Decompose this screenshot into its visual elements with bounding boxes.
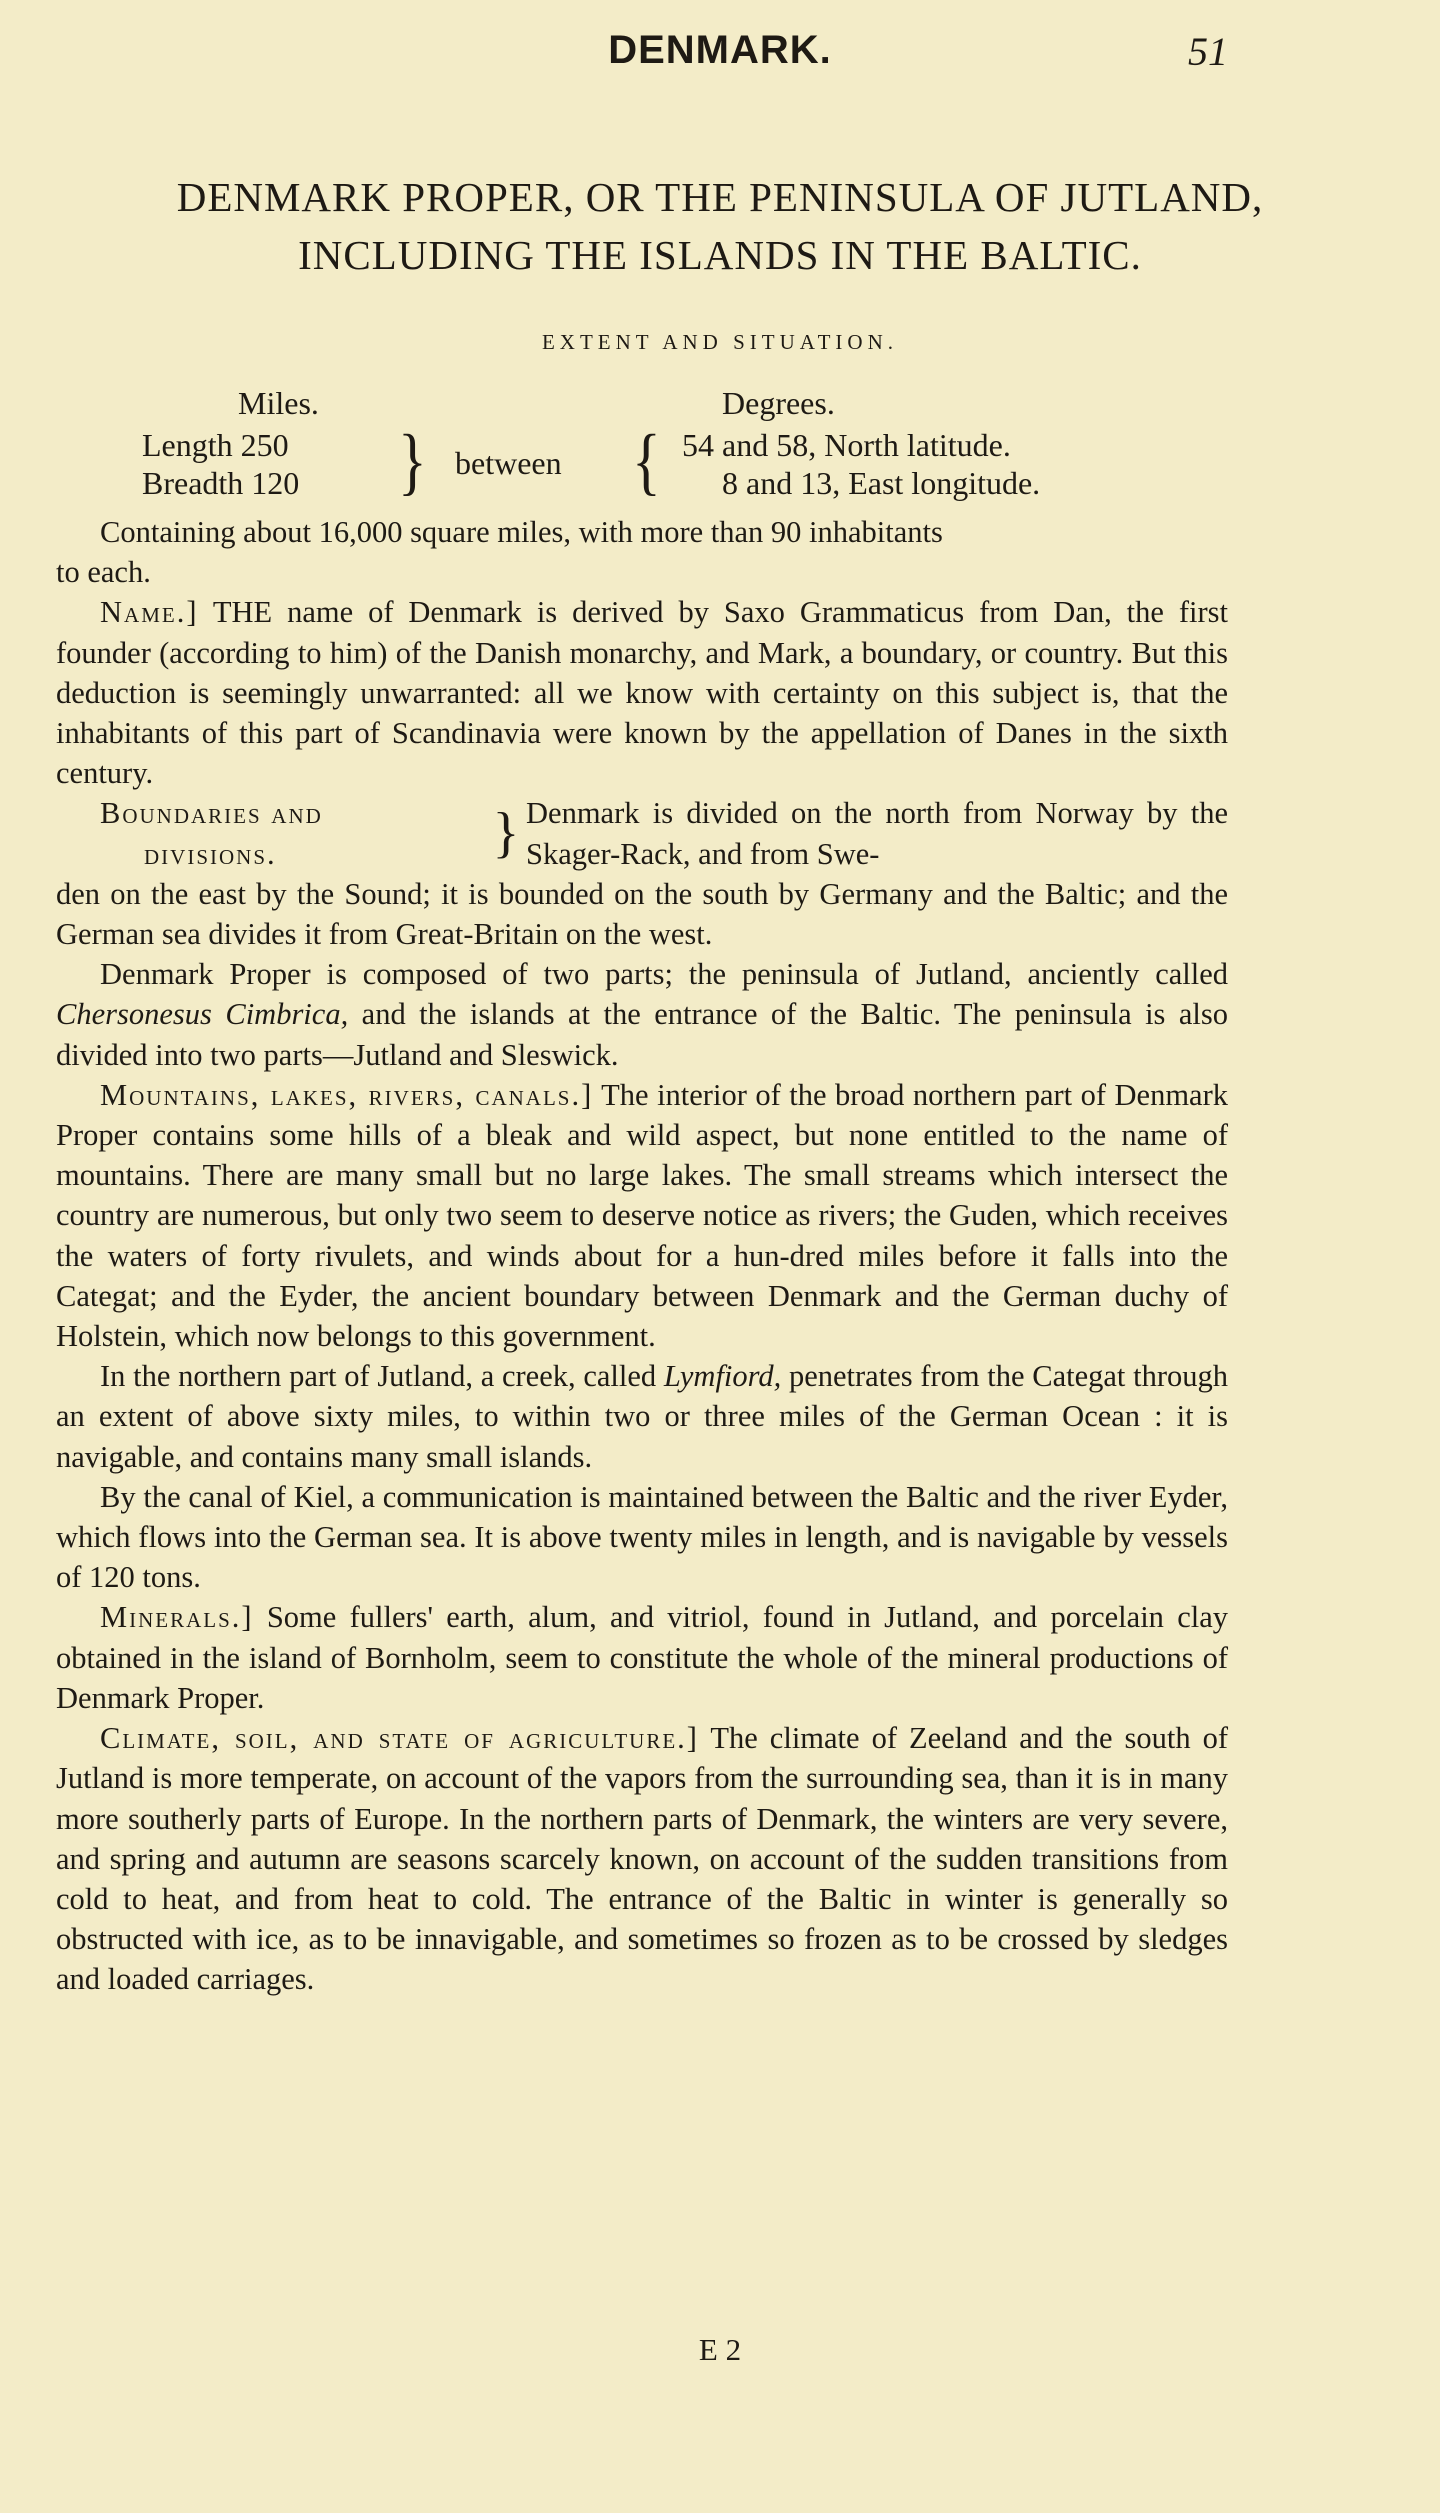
- latitude-value: 54 and 58, North latitude.: [682, 427, 1011, 463]
- mountains-paragraph: Mountains, lakes, rivers, canals.] The interior of the broad northern part of Denmark Proper contains some hills of a bleak and wild aspect, but none entitled to the name of mountains. There are many small but no large lakes. The small streams which intersect the country are numerous, but only two seem to deserve notice as rivers; the Guden, which receives the waters of forty rivulets, and winds about for a hun-dred miles before it falls into the Categat; and the Eyder, the ancient boundary between Denmark and the German duchy of Holstein, which now belongs to this government.: [56, 1077, 1228, 1354]
- boundaries-first-lines: Denmark is divided on the north from Norway by the Skager-Rack, and from Swe-: [526, 796, 1228, 871]
- miles-label: Miles.: [238, 385, 319, 421]
- containing-line-2: to each.: [56, 555, 151, 590]
- running-head: [0, 28, 1440, 88]
- signature-mark: E 2: [698, 2332, 742, 2367]
- name-heading: Name.]: [100, 595, 199, 630]
- chapter-title-line-1: DENMARK PROPER, OR THE PENINSULA OF JUTLAND,: [176, 174, 1264, 220]
- running-title: DENMARK.: [608, 28, 832, 72]
- right-brace: {: [632, 419, 661, 503]
- longitude-value: 8 and 13, East longitude.: [722, 465, 1041, 501]
- lymfiord-term: Lymfiord,: [663, 1359, 782, 1394]
- section-heading: EXTENT AND SITUATION.: [541, 330, 898, 354]
- between-label: between: [455, 445, 562, 481]
- degrees-label: Degrees.: [722, 385, 835, 421]
- boundaries-heading: Boundaries and divisions.: [100, 796, 323, 871]
- length-value: Length 250: [142, 427, 289, 463]
- name-paragraph: Name.] THE name of Denmark is derived by Saxo Grammaticus from Dan, the first founder (according to him) of the Danish monarchy, and Mark, a boundary, or country. But this deduction is seemingly unwarranted: all we know with certainty on this subject is, that the inhabitants of this part of Scandinavia were known by the appellation of Danes in the sixth century.: [56, 595, 1228, 791]
- chapter-title: [0, 168, 1440, 284]
- page-number: 51: [1188, 29, 1228, 74]
- mountains-heading: Mountains, lakes, rivers, canals.]: [100, 1077, 594, 1112]
- minerals-heading: Minerals.]: [100, 1600, 254, 1635]
- containing-line: Containing about 16,000 square miles, with more than 90 inhabitants: [100, 515, 943, 549]
- left-brace: }: [398, 419, 427, 503]
- boundaries-brace: }: [492, 802, 520, 865]
- climate-heading: Climate, soil, and state of agriculture.]: [100, 1721, 699, 1756]
- boundaries-paragraph-head: [56, 793, 1228, 873]
- extent-table: [0, 365, 1440, 525]
- breadth-value: Breadth 120: [142, 465, 300, 501]
- chapter-title-line-2: INCLUDING THE ISLANDS IN THE BALTIC.: [298, 232, 1142, 278]
- proper-paragraph: Denmark Proper is composed of two parts; the peninsula of Jutland, anciently called Chersonesus Cimbrica, and the islands at the entrance of the Baltic. The peninsula is also divided into two parts—Jutland and Sleswick.: [56, 957, 1228, 1072]
- lymfiord-paragraph: In the northern part of Jutland, a creek, called Lymfiord, penetrates from the Categat through an extent of above sixty miles, to within two or three miles of the German Ocean : it is navigable, and contains many small islands.: [56, 1359, 1228, 1474]
- body-text: [56, 512, 1228, 2000]
- boundaries-paragraph: den on the east by the Sound; it is bounded on the south by Germany and the Baltic; and the German sea divides it from Great-Britain on the west.: [56, 876, 1228, 952]
- chersonesus-term: Chersonesus Cimbrica,: [56, 997, 349, 1032]
- climate-paragraph: Climate, soil, and state of agriculture.] The climate of Zeeland and the south of Jutland is more temperate, on account of the vapors from the surrounding sea, than it is in many more southerly parts of Europe. In the northern parts of Denmark, the winters are very severe, and spring and autumn are seasons scarcely known, on account of the sudden transitions from cold to heat, and from heat to cold. The entrance of the Baltic in winter is generally so obstructed with ice, as to be innavigable, and sometimes so frozen as to be crossed by sledges and loaded carriages.: [56, 1721, 1229, 1997]
- minerals-paragraph: Minerals.] Some fullers' earth, alum, and vitriol, found in Jutland, and porcelain clay obtained in the island of Bornholm, seem to constitute the whole of the mineral productions of Denmark Proper.: [56, 1600, 1228, 1715]
- kiel-paragraph: By the canal of Kiel, a communication is maintained between the Baltic and the river Eyder, which flows into the German sea. It is above twenty miles in length, and is navigable by vessels of 120 tons.: [56, 1479, 1228, 1595]
